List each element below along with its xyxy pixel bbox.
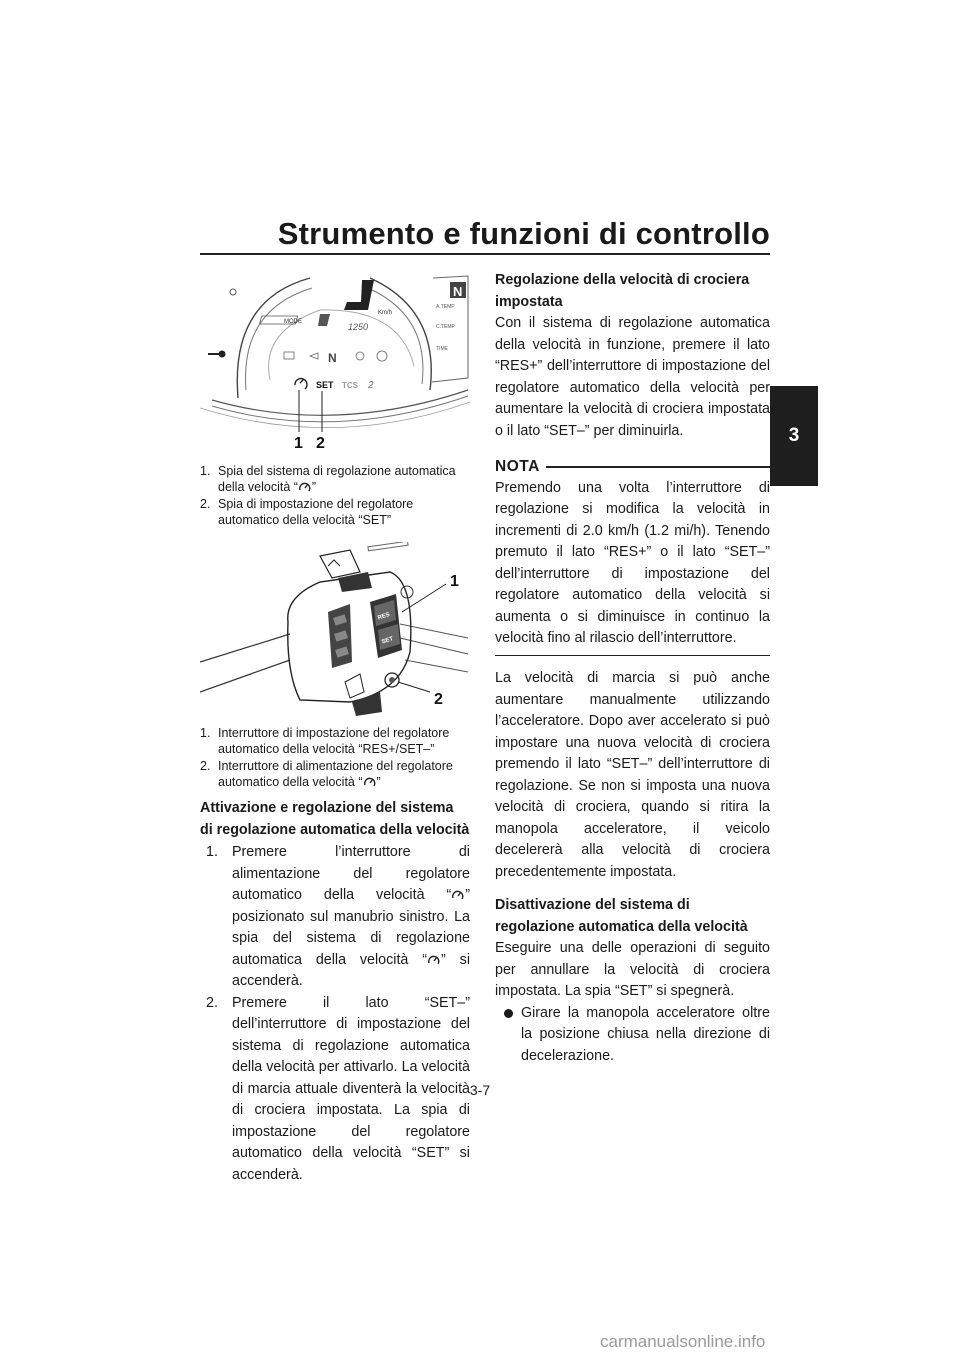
step-item: 1. Premere l’interruttore di alimentazione del regolatore automatico della velocità “ ” posizionato sul manubrio sinistro. La spia del sistema di regolazione automatica della velocità “ ” si accenderà.	[206, 844, 470, 989]
cruise-control-icon	[427, 953, 441, 965]
steps-list	[200, 842, 470, 1186]
handlebar-switch-figure	[200, 542, 470, 790]
neutral-indicator: N	[328, 351, 337, 365]
tcs-indicator: TCS	[342, 381, 358, 390]
time-label: TIME	[436, 346, 448, 352]
note-box	[495, 456, 770, 656]
section-heading: Disattivazione del sistema di regolazione automatica della velocità	[495, 897, 748, 935]
note-header	[495, 456, 770, 478]
caption-item: 1. Interruttore di impostazione del regolatore automatico della velocità “RES+/SET–”	[200, 726, 450, 756]
note-label: NOTA	[495, 458, 540, 475]
note-text: Premendo una volta l’interruttore di regolazione si modifica la velocità in incrementi di 2.0 km/h (1.2 mi/h). Tenendo premuto il lato “RES+” o il lato “SET–” dell’interruttore di impostazione del regolatore automatico della velocità si aumenta o si diminuisce in continuo la velocità fino al rilascio dell’interruttore.	[495, 479, 770, 646]
watermark: carmanualsonline.info	[600, 1332, 766, 1351]
set-indicator: SET	[316, 380, 334, 390]
kmh-label: Km/h	[378, 310, 393, 316]
svg-text:2: 2	[368, 380, 374, 391]
page-number: 3-7	[469, 1082, 491, 1098]
callout-1: 1	[294, 435, 303, 452]
step-item: 2. Premere il lato “SET–” dell’interruttore di impostazione del sistema di regolazione automatica della velocità per attivarlo. La velocità di marcia attuale diventerà la velocità di crociera impostata. La spia di impostazione del regolatore automatico della velocità “SET” si accenderà.	[206, 994, 470, 1183]
handlebar-switch-illustration	[200, 542, 470, 717]
figure2-captions	[200, 726, 470, 790]
cruise-control-icon	[298, 480, 312, 492]
caption-item: 2. Spia di impostazione del regolatore automatico della velocità “SET”	[200, 497, 414, 527]
callout-2: 2	[434, 691, 443, 708]
right-column	[495, 270, 770, 1067]
cruise-control-icon	[363, 775, 377, 787]
speed-digits: 1250	[348, 322, 369, 332]
title-rule	[200, 253, 770, 255]
paragraph: La velocità di marcia si può anche aumentare manualmente utilizzando l’acceleratore. Dopo aver accelerato si può impostare una nuova velocità di crociera premendo il lato “SET–” dell’interruttore di regolazione. Se non si imposta una nuova velocità di crociera, quando si ritira la manopola acceleratore, il veicolo decelererà alla velocità di crociera precedentemente impostata.	[495, 670, 770, 880]
instrument-cluster-figure	[200, 270, 470, 528]
instrument-cluster-illustration	[200, 270, 470, 455]
page-title: Strumento e funzioni di controllo	[277, 216, 770, 251]
res-label: RES	[377, 612, 391, 622]
caption-item: 2. Interruttore di alimentazione del regolatore automatico della velocità “ ”	[200, 759, 453, 789]
cruise-control-icon	[451, 888, 465, 900]
bullet-icon	[504, 1009, 513, 1018]
gear-indicator-n: N	[453, 284, 463, 299]
caption-item: 1. Spia del sistema di regolazione automatica della velocità “ ”	[200, 464, 456, 494]
paragraph: Con il sistema di regolazione automatica della velocità in funzione, premere il lato “RES+” dell’interruttore di impostazione del regolatore automatico della velocità per aumentare la velocità di crociera impostata o il lato “SET–” per diminuirla.	[495, 315, 770, 439]
ctemp-label: C.TEMP	[436, 324, 455, 330]
atemp-label: A.TEMP	[436, 304, 455, 310]
callout-2: 2	[316, 435, 325, 452]
left-column	[200, 270, 470, 1186]
activation-section	[200, 798, 470, 1186]
callout-1: 1	[450, 573, 459, 590]
chapter-tab: 3	[770, 386, 818, 486]
paragraph: Eseguire una delle operazioni di seguito per annullare la velocità di crociera impostata. La spia “SET” si spegnerà.	[495, 940, 770, 999]
bullet-item: Girare la manopola acceleratore oltre la posizione chiusa nella direzione di decelerazione.	[495, 1003, 770, 1068]
figure1-captions	[200, 464, 470, 528]
section-heading: Attivazione e regolazione del sistema di regolazione automatica della velocità	[200, 800, 470, 838]
set-label: SET	[381, 636, 395, 646]
section-heading: Regolazione della velocità di crociera impostata	[495, 272, 750, 310]
mode-label: MODE	[284, 319, 302, 325]
note-rule	[546, 466, 770, 468]
